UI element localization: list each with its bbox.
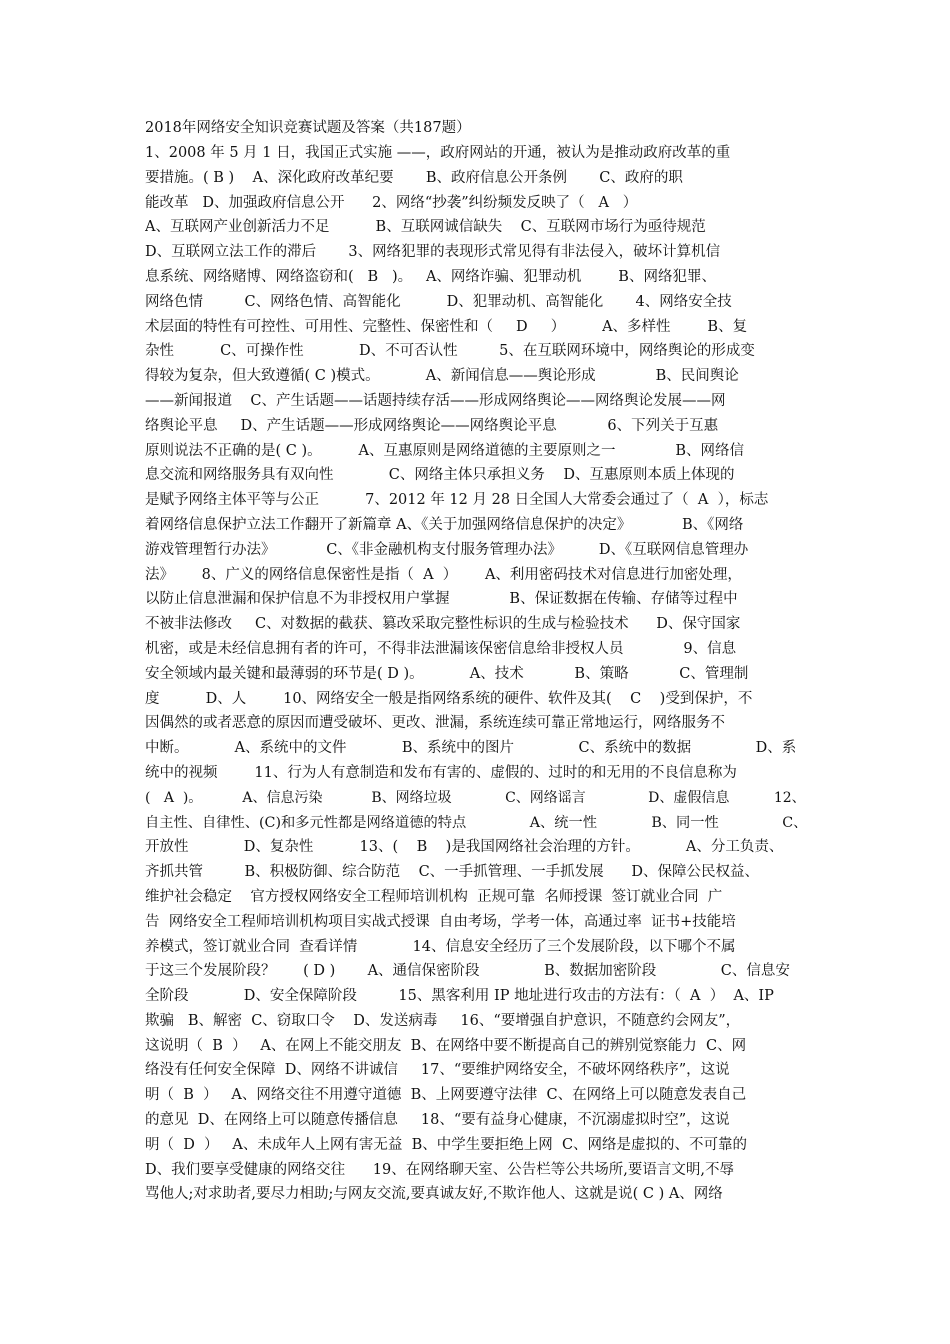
body-line: 着网络信息保护立法工作翻开了新篇章 A、《关于加强网络信息保护的决定》 B、《网络 (145, 516, 744, 533)
body-line: 能改革 D、加强政府信息公开 2、网络“抄袭”纠纷频发反映了（ A ） (145, 194, 638, 211)
body-line: 1、2008 年 5 月 1 日，我国正式实施 ——，政府网站的开通，被认为是推动政府改革的重 (145, 145, 731, 161)
body-line: 要措施。( B ) A、深化政府改革纪要 B、政府信息公开条例 C、政府的职 (145, 169, 683, 186)
body-line: 网络色情 C、网络色情、高智能化 D、犯罪动机、高智能化 4、网络安全技 (145, 293, 732, 310)
body-line: 的意见 D、在网络上可以随意传播信息 18、“要有益身心健康，不沉溺虚拟时空”，这说 (145, 1112, 730, 1129)
body-line: 齐抓共管 B、积极防御、综合防范 C、一手抓管理、一手抓发展 D、保障公民权益、 (145, 864, 759, 881)
body-line: 杂性 C、可操作性 D、不可否认性 5、在互联网环境中，网络舆论的形成变 (145, 343, 755, 360)
body-line: 息系统、网络赌博、网络盗窃和( B )。 A、网络诈骗、犯罪动机 B、网络犯罪、 (145, 268, 716, 285)
body-line: 以防止信息泄漏和保护信息不为非授权用户掌握 B、保证数据在传输、存储等过程中 (145, 591, 738, 608)
body-line: 维护社会稳定 官方授权网络安全工程师培训机构 正规可靠 名师授课 签订就业合同 广 (145, 888, 723, 905)
body-line: 安全领域内最关键和最薄弱的环节是( D )。 A、技术 B、策略 C、管理制 (145, 665, 749, 682)
document-content (145, 116, 810, 1207)
body-line: 开放性 D、复杂性 13、( B )是我国网络社会治理的方针。 A、分工负责、 (145, 839, 784, 856)
document-body (145, 141, 810, 1207)
body-line: 告 网络安全工程师培训机构项目实战式授课 自由考场，学考一体，高通过率 证书+技能培 (145, 913, 736, 930)
body-line: ——新闻报道 C、产生话题——话题持续存活——形成网络舆论——网络舆论发展——网 (145, 392, 726, 409)
body-line: 骂他人;对求助者,要尽力相助;与网友交流,要真诚友好,不欺诈他人、这就是说( C ) A、网络 (145, 1186, 723, 1203)
body-line: 明（ D ） A、未成年人上网有害无益 B、中学生要拒绝上网 C、网络是虚拟的、不可靠的 (145, 1136, 748, 1153)
body-line: 全阶段 D、安全保障阶段 15、黑客利用 IP 地址进行攻击的方法有：（ A ） A、IP (145, 988, 774, 1005)
body-line: 息交流和网络服务具有双向性 C、网络主体只承担义务 D、互惠原则本质上体现的 (145, 467, 735, 484)
body-line: 原则说法不正确的是( C )。 A、互惠原则是网络道德的主要原则之一 B、网络信 (145, 442, 745, 459)
body-line: 络舆论平息 D、产生话题——形成网络舆论——网络舆论平息 6、下列关于互惠 (145, 417, 719, 434)
document-title: 2018年网络安全知识竞赛试题及答案（共187题） (145, 120, 471, 136)
body-line: 统中的视频 11、行为人有意制造和发布有害的、虚假的、过时的和无用的不良信息称为 (145, 764, 737, 781)
body-line: 是赋予网络主体平等与公正 7、2012 年 12 月 28 日全国人大常委会通过了（ A ），标志 (145, 492, 769, 509)
body-line: 因偶然的或者恶意的原因而遭受破坏、更改、泄漏，系统连续可靠正常地运行，网络服务不 (145, 715, 725, 732)
body-line: 自主性、自律性、(C)和多元性都是网络道德的特点 A、统一性 B、同一性 C、 (145, 814, 808, 831)
body-line: 术层面的特性有可控性、可用性、完整性、保密性和（ D ） A、多样性 B、复 (145, 318, 748, 335)
body-line: ( A )。 A、信息污染 B、网络垃圾 C、网络谣言 D、虚假信息 12、 (145, 789, 806, 806)
body-line: 度 D、人 10、网络安全一般是指网络系统的硬件、软件及其( C )受到保护，不 (145, 690, 753, 707)
body-line: D、我们要享受健康的网络交往 19、在网络聊天室、公告栏等公共场所,要语言文明,不辱 (145, 1161, 734, 1178)
body-line: 明（ B ） A、网络交往不用遵守道德 B、上网要遵守法律 C、在网络上可以随意发表自己 (145, 1087, 747, 1104)
body-line: 机密，或是未经信息拥有者的许可，不得非法泄漏该保密信息给非授权人员 9、信息 (145, 640, 737, 657)
body-line: D、互联网立法工作的滞后 3、网络犯罪的表现形式常见得有非法侵入，破坏计算机信 (145, 244, 721, 261)
body-line: 法》 8、广义的网络信息保密性是指（ A ） A、利用密码技术对信息进行加密处理， (145, 566, 742, 583)
body-line: 络没有任何安全保障 D、网络不讲诚信 17、“要维护网络安全，不破坏网络秩序”，这说 (145, 1062, 730, 1079)
body-line: 游戏管理暂行办法》 C、《非金融机构支付服务管理办法》 D、《互联网信息管理办 (145, 541, 749, 558)
body-line: 养模式，签订就业合同 查看详情 14、信息安全经历了三个发展阶段，以下哪个不属 (145, 938, 736, 955)
body-line: 于这三个发展阶段？ ( D ) A、通信保密阶段 B、数据加密阶段 C、信息安 (145, 963, 790, 980)
body-line: A、互联网产业创新活力不足 B、互联网诚信缺失 C、互联网市场行为亟待规范 (145, 219, 706, 236)
body-line: 得较为复杂，但大致遵循( C )模式。 A、新闻信息——舆论形成 B、民间舆论 (145, 368, 739, 385)
body-line: 不被非法修改 C、对数据的截获、篡改采取完整性标识的生成与检验技术 D、保守国家 (145, 616, 741, 633)
body-line: 这说明（ B ） A、在网上不能交朋友 B、在网络中要不断提高自己的辨别觉察能力 C、网 (145, 1037, 747, 1054)
body-line: 欺骗 B、解密 C、窃取口令 D、发送病毒 16、“要增强自护意识，不随意约会网友”， (145, 1012, 741, 1029)
body-line: 中断。 A、系统中的文件 B、系统中的图片 C、系统中的数据 D、系 (145, 740, 797, 757)
